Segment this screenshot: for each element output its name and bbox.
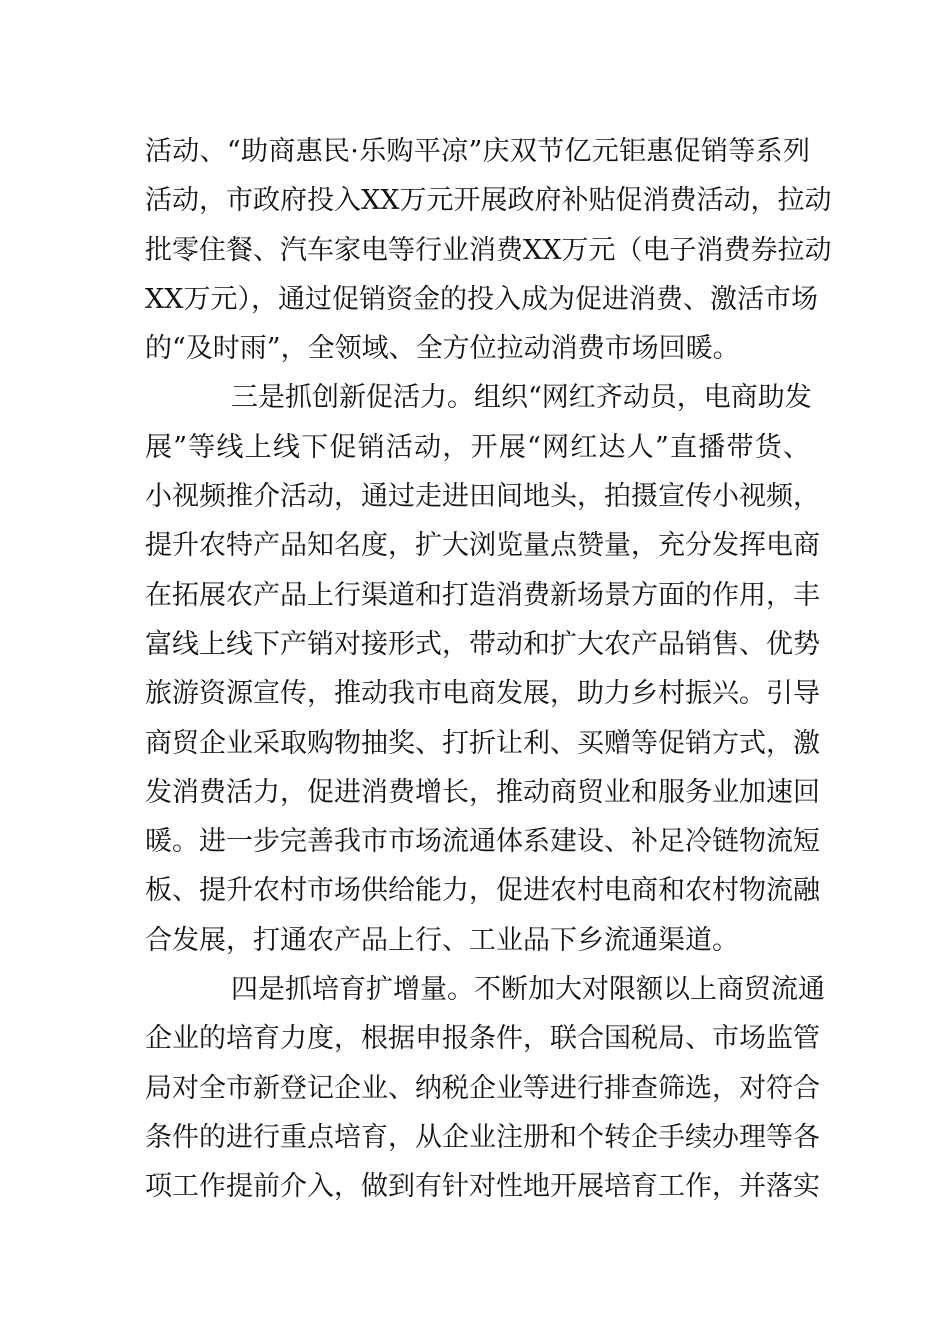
text-line: 展”等线上线下促销活动，开展“网红达人”直播带货、 (145, 431, 810, 463)
text-line: 活动、“助商惠民·乐购平凉”庆双节亿元钜惠促销等系列 (145, 136, 810, 167)
text-line: 富线上线下产销对接形式，带动和扩大农产品销售、优势 (145, 628, 820, 660)
body-text (145, 127, 832, 1212)
text-line: 企业的培育力度，根据申报条件，联合国税局、市场监管 (145, 1023, 820, 1055)
text-line: 局对全市新登记企业、纳税企业等进行排查筛选，对符合 (145, 1072, 820, 1104)
text-line: 合发展，打通农产品上行、工业品下乡流通渠道。 (145, 924, 739, 956)
text-line: 在拓展农产品上行渠道和打造消费新场景方面的作用，丰 (145, 579, 820, 611)
text-line: 活动，市政府投入XX万元开展政府补贴促消费活动，拉动 (145, 185, 832, 217)
text-line: 条件的进行重点培育，从企业注册和个转企手续办理等各 (145, 1121, 820, 1153)
text-line: 商贸企业采取购物抽奖、打折让利、买赠等促销方式，激 (145, 727, 820, 759)
text-line: 批零住餐、汽车家电等行业消费XX万元（电子消费券拉动 (145, 234, 832, 266)
text-line: 小视频推介活动，通过走进田间地头，拍摄宣传小视频， (145, 481, 820, 513)
text-line: XX万元），通过促销资金的投入成为促进消费、激活市场 (145, 283, 818, 315)
text-line: 暖。进一步完善我市市场流通体系建设、补足冷链物流短 (145, 826, 820, 858)
text-line: 板、提升农村市场供给能力，促进农村电商和农村物流融 (145, 875, 820, 907)
paragraph-start-line: 三是抓创新促活力。组织“网红齐动员，电商助发 (231, 382, 812, 414)
paragraph-start-line: 四是抓培育扩增量。不断加大对限额以上商贸流通 (231, 974, 825, 1006)
text-line: 旅游资源宣传，推动我市电商发展，助力乡村振兴。引导 (145, 678, 820, 710)
text-line: 的“及时雨”，全领域、全方位拉动消费市场回暖。 (145, 333, 740, 365)
text-line: 项工作提前介入，做到有针对性地开展培育工作，并落实 (145, 1171, 820, 1203)
text-line: 发消费活力，促进消费增长，推动商贸业和服务业加速回 (145, 776, 820, 808)
text-line: 提升农特产品知名度，扩大浏览量点赞量，充分发挥电商 (145, 530, 820, 562)
